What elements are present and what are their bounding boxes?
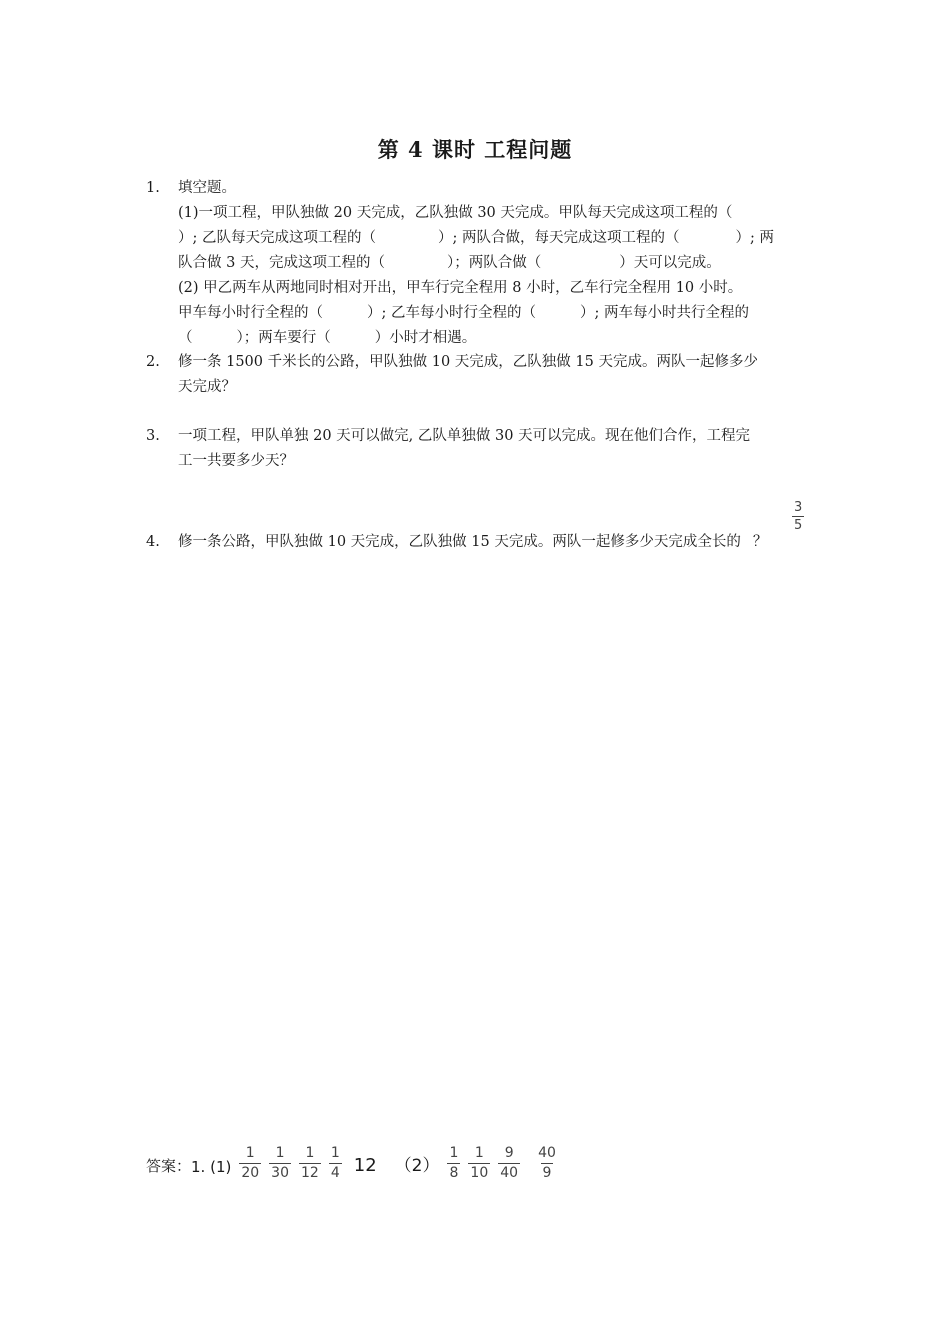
answer-value: 12 (353, 1155, 377, 1176)
text-segment: ）；两车要行（ (236, 330, 331, 346)
text-segment: ）; 两 (735, 230, 774, 246)
fraction-numerator: 1 (330, 1145, 340, 1161)
text-line: 一项工程，甲队单独 20 天可以做完, 乙队单独做 30 天可以完成。现在他们合作，工程完 (178, 428, 751, 444)
text-segment: 队合做 3 天，完成这项工程的（ (178, 255, 385, 271)
fraction-denominator: 30 (271, 1165, 289, 1181)
question-number: 4. (146, 534, 160, 550)
answer-fraction (447, 1145, 460, 1182)
text-line (178, 301, 816, 326)
fraction-denominator: 40 (500, 1165, 519, 1181)
text-segment: ）; 乙车每小时行全程的（ (367, 305, 536, 321)
text-segment: ？ (752, 534, 768, 550)
fraction-denominator: 8 (449, 1165, 459, 1181)
fraction-numerator: 1 (474, 1145, 484, 1161)
text-line (178, 226, 816, 251)
text-line: 天完成？ (178, 379, 236, 395)
text-segment: 甲车每小时行全程的（ (178, 305, 323, 321)
question-body (178, 350, 816, 400)
fraction-numerator: 1 (305, 1145, 315, 1161)
fraction-denominator: 5 (794, 518, 803, 533)
text-line: 修一条 1500 千米长的公路，甲队独做 10 天完成，乙队独做 15 天完成。两队一起修多少 (178, 354, 758, 370)
text-line (178, 326, 816, 351)
fraction-numerator: 9 (504, 1145, 514, 1161)
question-body (178, 424, 816, 474)
fraction-three-fifths (792, 500, 804, 533)
text-segment: ）天可以完成。 (619, 255, 721, 271)
fraction-numerator: 1 (275, 1145, 285, 1161)
fraction-numerator: 1 (245, 1145, 255, 1161)
fraction-numerator: 3 (794, 500, 803, 515)
text-segment: ）; 两车每小时共行全程的 (580, 305, 749, 321)
fraction-denominator: 10 (470, 1165, 489, 1181)
answer-part-label: 1. (1) (191, 1158, 232, 1176)
text-segment: ）；两队合做（ (446, 255, 542, 271)
text-segment: 修一条公路，甲队独做 10 天完成，乙队独做 15 天完成。两队一起修多少天完成全长的 (178, 534, 741, 550)
question-body (178, 500, 816, 555)
fraction-denominator: 20 (241, 1165, 260, 1181)
text-segment: ）小时才相遇。 (374, 330, 477, 346)
fraction-numerator: 1 (449, 1145, 459, 1161)
answer-key (146, 1128, 562, 1181)
answer-fraction (269, 1145, 291, 1182)
text-segment: ）; 两队合做，每天完成这项工程的（ (438, 230, 680, 246)
text-segment: ）; 乙队每天完成这项工程的（ (178, 230, 376, 246)
text-line (178, 500, 816, 555)
answer-fraction (299, 1145, 321, 1182)
text-line (178, 251, 816, 276)
question-number: 3. (146, 428, 160, 444)
fraction-denominator: 4 (330, 1165, 340, 1181)
answer-part-label: （2） (394, 1156, 440, 1176)
text-line: (2) 甲乙两车从两地同时相对开出，甲车行完全程用 8 小时，乙车行完全程用 10 小时。 (178, 280, 743, 296)
answer-fraction (329, 1145, 342, 1182)
fraction-numerator: 40 (538, 1145, 556, 1161)
question-heading: 填空题。 (178, 180, 236, 196)
text-segment: （ (178, 330, 193, 346)
text-line: (1)一项工程，甲队独做 20 天完成，乙队独做 30 天完成。甲队每天完成这项工程的（ (178, 205, 733, 221)
answer-fraction (536, 1145, 558, 1182)
question-number: 1. (146, 180, 160, 196)
question-number: 2. (146, 354, 160, 370)
answer-label: 答案： (146, 1157, 192, 1175)
page-title: 第 4 课时 工程问题 (377, 137, 573, 162)
answer-fraction (468, 1145, 490, 1182)
fraction-denominator: 9 (542, 1165, 552, 1181)
question-body (178, 176, 816, 351)
answer-fraction (239, 1145, 261, 1182)
text-line: 工一共要多少天？ (178, 453, 294, 469)
fraction-denominator: 12 (301, 1165, 319, 1181)
answer-fraction (498, 1145, 520, 1182)
